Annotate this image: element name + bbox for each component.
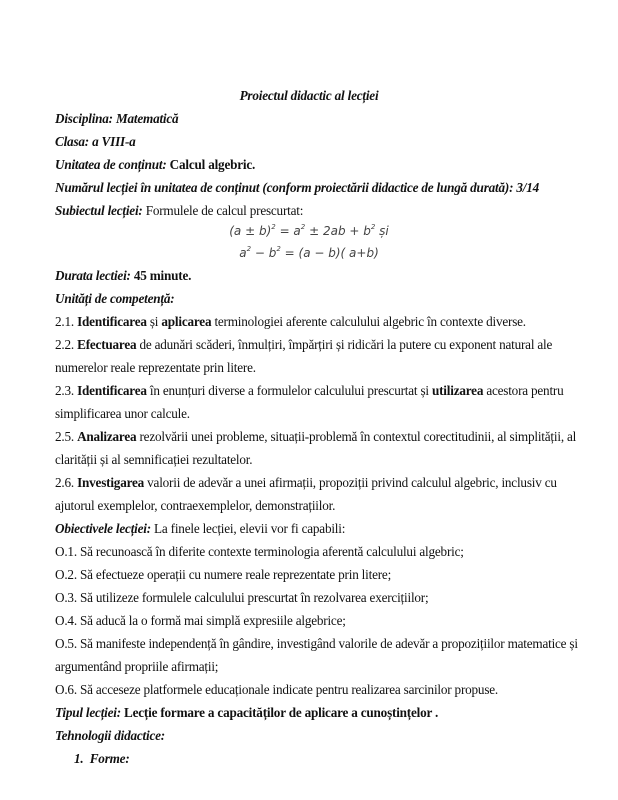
duration-line (55, 268, 191, 284)
document-title: Proiectul didactic al lecției (239, 88, 379, 103)
subject-value: Formulele de calcul prescurtat: (142, 203, 304, 218)
objectives-intro: La finele lecției, elevii vor fi capabili: (150, 521, 346, 536)
objectives-heading (55, 521, 345, 537)
list-label: Forme: (89, 751, 130, 766)
unit-line (55, 157, 255, 173)
technologies-heading: Tehnologii didactice: (55, 728, 165, 743)
competence-item-continuation: numerelor reale reprezentate prin litere. (55, 360, 256, 375)
competence-item: 2.2. Efectuarea de adunări scăderi, înmulțiri, împărțiri și ridicări la putere cu exponent natural ale (55, 337, 553, 352)
competence-item: 2.6. Investigarea valorii de adevăr a unei afirmații, propoziții privind calculul algebric, inclusiv cu (55, 475, 557, 490)
formula-difference-of-squares: $a^2 - b^2 = (a - b)$( a+b) (239, 245, 379, 260)
competence-item: 2.1. Identificarea și aplicarea terminologiei aferente calculului algebric în contexte diverse. (55, 314, 526, 329)
duration-value: 45 minute. (130, 268, 192, 283)
competence-item-continuation: clarității și al semnificației rezultatelor. (55, 452, 253, 467)
competence-item-continuation: simplificarea unor calcule. (55, 406, 190, 421)
subject-label: Subiectul lecției: (55, 203, 143, 218)
objective-item: O.4. Să aducă la o formă mai simplă expresiile algebrice; (55, 613, 346, 628)
lesson-number-line: Numărul lecției în unitatea de conținut (conform proiectării didactice de lungă durată): 3/14 (55, 180, 539, 195)
lesson-type-line (55, 705, 438, 721)
discipline-line: Disciplina: Matematică (55, 111, 179, 126)
objective-item: O.5. Să manifeste independență în gândire, investigând valorile de adevăr a propozițiilor matematice și (55, 636, 578, 651)
subject-line (55, 203, 303, 219)
competence-item: 2.5. Analizarea rezolvării unei probleme, situații-problemă în contextul corectitudinii, al simplității, al (55, 429, 577, 444)
technology-list-item (74, 751, 130, 767)
formula-square: $(a \pm b)^2 = a^2 \pm 2ab + b^2$ și (229, 223, 389, 238)
duration-label: Durata lectiei: (55, 268, 131, 283)
competences-heading: Unități de competență: (55, 291, 175, 306)
objective-item: O.3. Să utilizeze formulele calculului prescurtat în rezolvarea exercițiilor; (55, 590, 429, 605)
objectives-label: Obiectivele lecției: (55, 521, 151, 536)
lesson-type-label: Tipul lecției: (55, 705, 121, 720)
objective-item: O.2. Să efectueze operații cu numere reale reprezentate prin litere; (55, 567, 392, 582)
objective-item: O.1. Să recunoască în diferite contexte terminologia aferentă calculului algebric; (55, 544, 464, 559)
lesson-type-value: Lecție formare a capacităților de aplicare a cunoștințelor . (120, 705, 439, 720)
competence-item-continuation: ajutorul exemplelor, contraexemplelor, demonstrațiilor. (55, 498, 336, 513)
list-number: 1. (74, 751, 84, 766)
class-line: Clasa: a VIII-a (55, 134, 136, 149)
unit-label: Unitatea de conținut: (55, 157, 167, 172)
objective-item-continuation: argumentând propriile afirmații; (55, 659, 219, 674)
competence-item: 2.3. Identificarea în enunțuri diverse a formulelor calculului prescurtat și utilizarea acestora pentru (55, 383, 564, 398)
objective-item: O.6. Să acceseze platformele educaționale indicate pentru realizarea sarcinilor propuse. (55, 682, 498, 697)
unit-value: Calcul algebric. (166, 157, 256, 172)
